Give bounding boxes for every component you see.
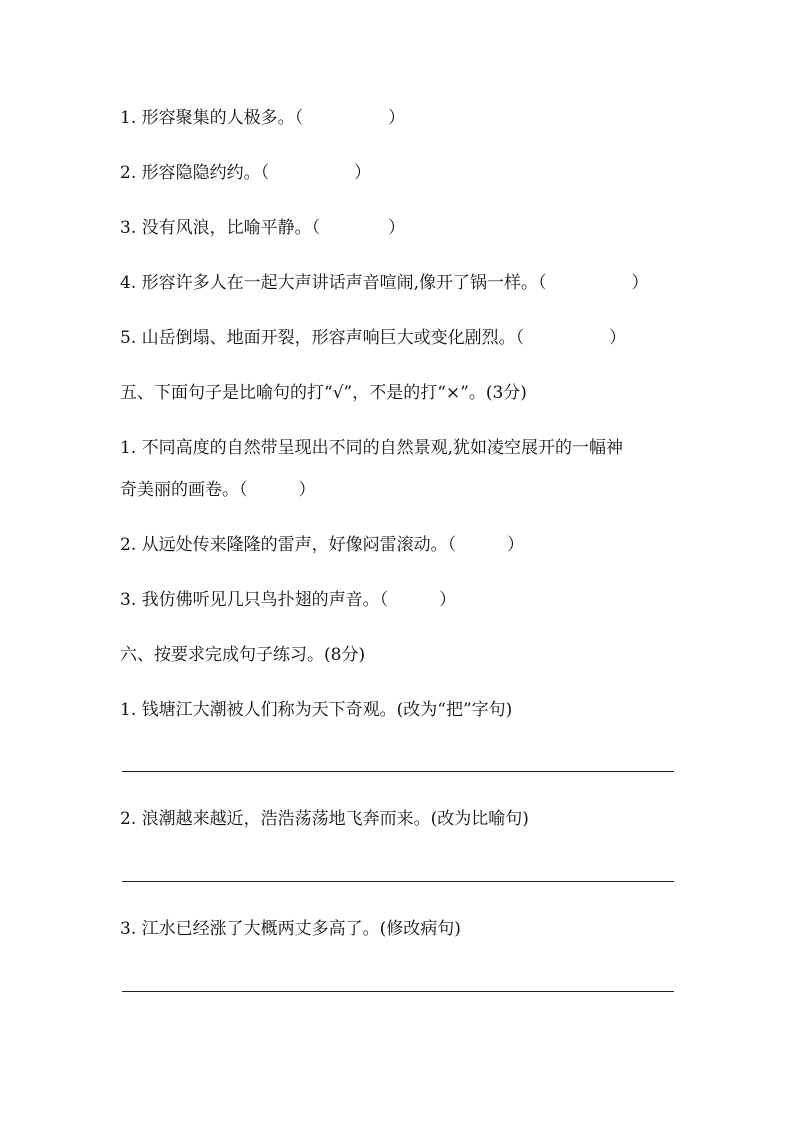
idiom-item-5: 5. 山岳倒塌、地面开裂，形容声响巨大或变化剧烈。（ ）: [120, 328, 627, 348]
metaphor-item-2: 2. 从远处传来隆隆的雷声，好像闷雷滚动。（ ）: [120, 535, 525, 555]
sentence-item-1: 1. 钱塘江大潮被人们称为天下奇观。(改为“把”字句): [120, 700, 513, 720]
metaphor-item-1-line1: 1. 不同高度的自然带呈现出不同的自然景观,犹如凌空展开的一幅神: [120, 438, 624, 458]
idiom-item-1: 1. 形容聚集的人极多。（ ）: [120, 108, 406, 128]
answer-line-2[interactable]: [122, 881, 674, 882]
sentence-item-2: 2. 浪潮越来越近，浩浩荡荡地飞奔而来。(改为比喻句): [120, 809, 529, 829]
sentence-item-3: 3. 江水已经涨了大概两丈多高了。(修改病句): [120, 919, 461, 939]
section6-heading: 六、按要求完成句子练习。(8分): [120, 645, 366, 665]
answer-line-3[interactable]: [122, 991, 674, 992]
idiom-item-4: 4. 形容许多人在一起大声讲话声音喧闹,像开了锅一样。（ ）: [120, 273, 649, 293]
metaphor-item-1-line2: 奇美丽的画卷。（ ）: [120, 480, 316, 500]
idiom-item-2: 2. 形容隐隐约约。（ ）: [120, 163, 372, 183]
answer-line-1[interactable]: [122, 771, 674, 772]
section5-heading: 五、下面句子是比喻句的打“√”，不是的打“×”。(3分): [120, 383, 527, 403]
idiom-item-3: 3. 没有风浪，比喻平静。（ ）: [120, 218, 406, 238]
metaphor-item-3: 3. 我仿佛听见几只鸟扑翅的声音。（ ）: [120, 590, 457, 610]
